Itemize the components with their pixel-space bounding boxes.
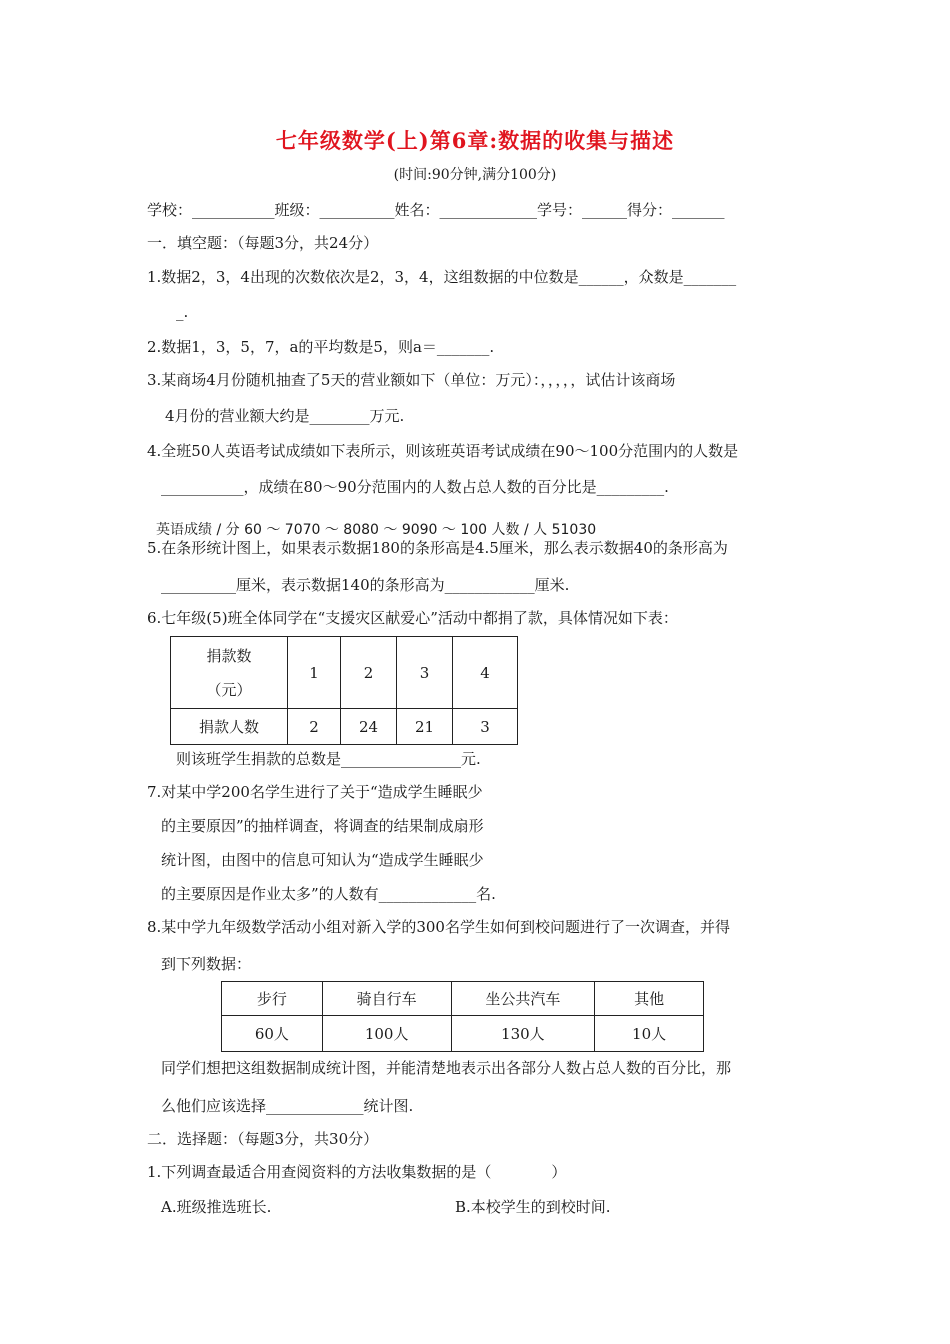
q1-line1: 1.数据2，3，4出现的次数依次是2，3，4，这组数据的中位数是______，众数是_______ — [147, 268, 737, 286]
donation-count-cell: 3 — [453, 709, 518, 745]
q8-line2: 到下列数据： — [161, 955, 252, 973]
student-info-line: 学校：___________班级：__________姓名：_____________学号：______得分：_______ — [147, 201, 725, 219]
donation-count-row — [171, 709, 518, 745]
page-title: 七年级数学(上)第6章:数据的收集与描述 — [275, 128, 675, 153]
q3-line2: 4月份的营业额大约是________万元. — [165, 407, 405, 425]
q6-after-text: 则该班学生捐款的总数是________________元. — [176, 750, 481, 768]
donation-amount-row — [171, 637, 518, 709]
donation-table — [170, 636, 518, 745]
commute-header-cell: 其他 — [595, 982, 704, 1016]
commute-value-row — [222, 1016, 704, 1052]
q5-line2: __________厘米，表示数据140的条形高为____________厘米. — [161, 576, 570, 594]
donation-amount-cell: 1 — [288, 637, 341, 709]
donation-amount-cell: 2 — [341, 637, 397, 709]
donation-amount-cell: 3 — [397, 637, 453, 709]
q8-after-line2: 么他们应该选择_____________统计图. — [161, 1097, 414, 1115]
commute-header-row — [222, 982, 704, 1016]
q4-line1: 4.全班50人英语考试成绩如下表所示，则该班英语考试成绩在90～100分范围内的人数是 — [147, 442, 739, 460]
q6-line1: 6.七年级(5)班全体同学在“支援灾区献爱心”活动中都捐了款，具体情况如下表： — [147, 609, 678, 627]
commute-value-cell: 100人 — [322, 1016, 451, 1052]
q5-line1: 5.在条形统计图上，如果表示数据180的条形高是4.5厘米，那么表示数据40的条形高为 — [147, 539, 728, 557]
commute-header-cell: 坐公共汽车 — [451, 982, 595, 1016]
commute-header-cell: 骑自行车 — [322, 982, 451, 1016]
donation-amount-header-line1: 捐款数 — [206, 646, 252, 665]
donation-count-header: 捐款人数 — [171, 709, 288, 745]
q7-line1: 7.对某中学200名学生进行了关于“造成学生睡眠少 — [147, 783, 483, 801]
q7-line4: 的主要原因是作业太多”的人数有_____________名. — [161, 885, 496, 903]
section2-heading: 二．选择题：（每题3分，共30分） — [147, 1130, 379, 1148]
commute-value-cell: 10人 — [595, 1016, 704, 1052]
q1-line2: _. — [176, 303, 189, 321]
q7-line2: 的主要原因”的抽样调查，将调查的结果制成扇形 — [161, 817, 484, 835]
q7-line3: 统计图，由图中的信息可知认为“造成学生睡眠少 — [161, 851, 484, 869]
donation-amount-cell: 4 — [453, 637, 518, 709]
commute-value-cell: 60人 — [222, 1016, 323, 1052]
donation-count-cell: 21 — [397, 709, 453, 745]
donation-amount-header — [171, 637, 288, 709]
q3-line1: 3.某商场4月份随机抽查了5天的营业额如下（单位：万元）：，，，，，试估计该商场 — [147, 371, 676, 389]
donation-amount-header-line2: （元） — [206, 680, 252, 699]
q8-line1: 8.某中学九年级数学活动小组对新入学的300名学生如何到校问题进行了一次调查，并得 — [147, 918, 730, 936]
q8-after-line1: 同学们想把这组数据制成统计图，并能清楚地表示出各部分人数占总人数的百分比，那 — [161, 1059, 732, 1077]
commute-header-cell: 步行 — [222, 982, 323, 1016]
q4-score-table-text: 英语成绩 / 分 60 ～ 7070 ～ 8080 ～ 9090 ～ 100 人数 / 人 51030 — [156, 522, 597, 538]
donation-count-cell: 24 — [341, 709, 397, 745]
commute-table — [221, 981, 704, 1052]
mc1-option-b: B.本校学生的到校时间. — [455, 1198, 611, 1216]
q2-text: 2.数据1，3，5，7，a的平均数是5，则a＝_______. — [147, 338, 495, 356]
donation-count-cell: 2 — [288, 709, 341, 745]
section1-heading: 一．填空题：（每题3分，共24分） — [147, 234, 379, 252]
commute-value-cell: 130人 — [451, 1016, 595, 1052]
mc1-stem: 1.下列调查最适合用查阅资料的方法收集数据的是（ ） — [147, 1163, 567, 1181]
q4-line2: ___________，成绩在80～90分范围内的人数占总人数的百分比是_________. — [161, 478, 669, 496]
mc1-option-a: A.班级推选班长. — [161, 1198, 272, 1216]
exam-time-note: (时间:90分钟,满分100分) — [393, 167, 557, 183]
